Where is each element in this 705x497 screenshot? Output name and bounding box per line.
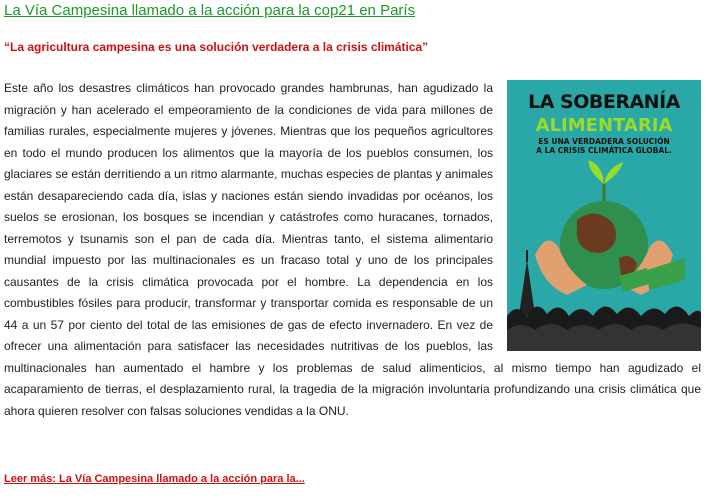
poster-subtitle-line1: ES UNA VERDADERA SOLUCIÓN xyxy=(538,137,670,146)
article-quote: “La agricultura campesina es una solución verdadera a la crisis climática” xyxy=(4,40,429,54)
poster-image xyxy=(507,80,701,351)
poster-title-line1: LA SOBERANÍA xyxy=(528,91,680,113)
article-body xyxy=(4,78,701,422)
read-more-link[interactable]: Leer más: La Vía Campesina llamado a la acción para la... xyxy=(4,473,305,485)
poster-subtitle-line2: A LA CRISIS CLIMÁTICA GLOBAL. xyxy=(536,146,672,155)
poster-subtitle xyxy=(525,137,683,155)
article-body-text: Este año los desastres climáticos han provocado grandes hambrunas, han agudizado la migración y han acelerado el empeoramiento de la condiciones de vida para millones de familias rurales, especialmente mujeres y jóvenes. Mientras que los pequeños agricultores en todo el mundo producen los alimentos que la mayoría de los pueblos consumen, los glaciares se están derritiendo a un ritmo alarmante, muchas especies de plantas y animales están desapareciendo cada día, islas y naciones están siendo invadidas por océanos, los suelos se erosionan, los bosques se incendian y catástrofes como huracanes, tornados, terremotos y tsunamis son el pan de cada día. Mientras tanto, el sistema alimentario mundial impuesto por las multinacionales es un fracaso total y uno de los principales causantes de la crisis climática provocada por el hombre. La dependencia en los combustibles fósiles para producir, transformar y transportar comida es responsable de un 44 a un 57 por ciento del total de las emisiones de gas de efecto invernadero. En vez de ofrecer una alimentación para satisfacer las necesidades nutritivas de los pueblos, las multinacionales han aumentado el hambre y los problemas de salud alimenticios, al mismo tiempo han agudizado el acaparamiento de tierras, el desplazamiento rural, la tragedia de la migración involuntaria profundizando una crisis climática que ahora quieren resolver con falsas soluciones vendidas a la ONU. xyxy=(4,81,701,418)
poster-title-line2: ALIMENTARIA xyxy=(535,115,673,136)
article-headline-link[interactable]: La Vía Campesina llamado a la acción para la cop21 en París xyxy=(4,2,416,19)
